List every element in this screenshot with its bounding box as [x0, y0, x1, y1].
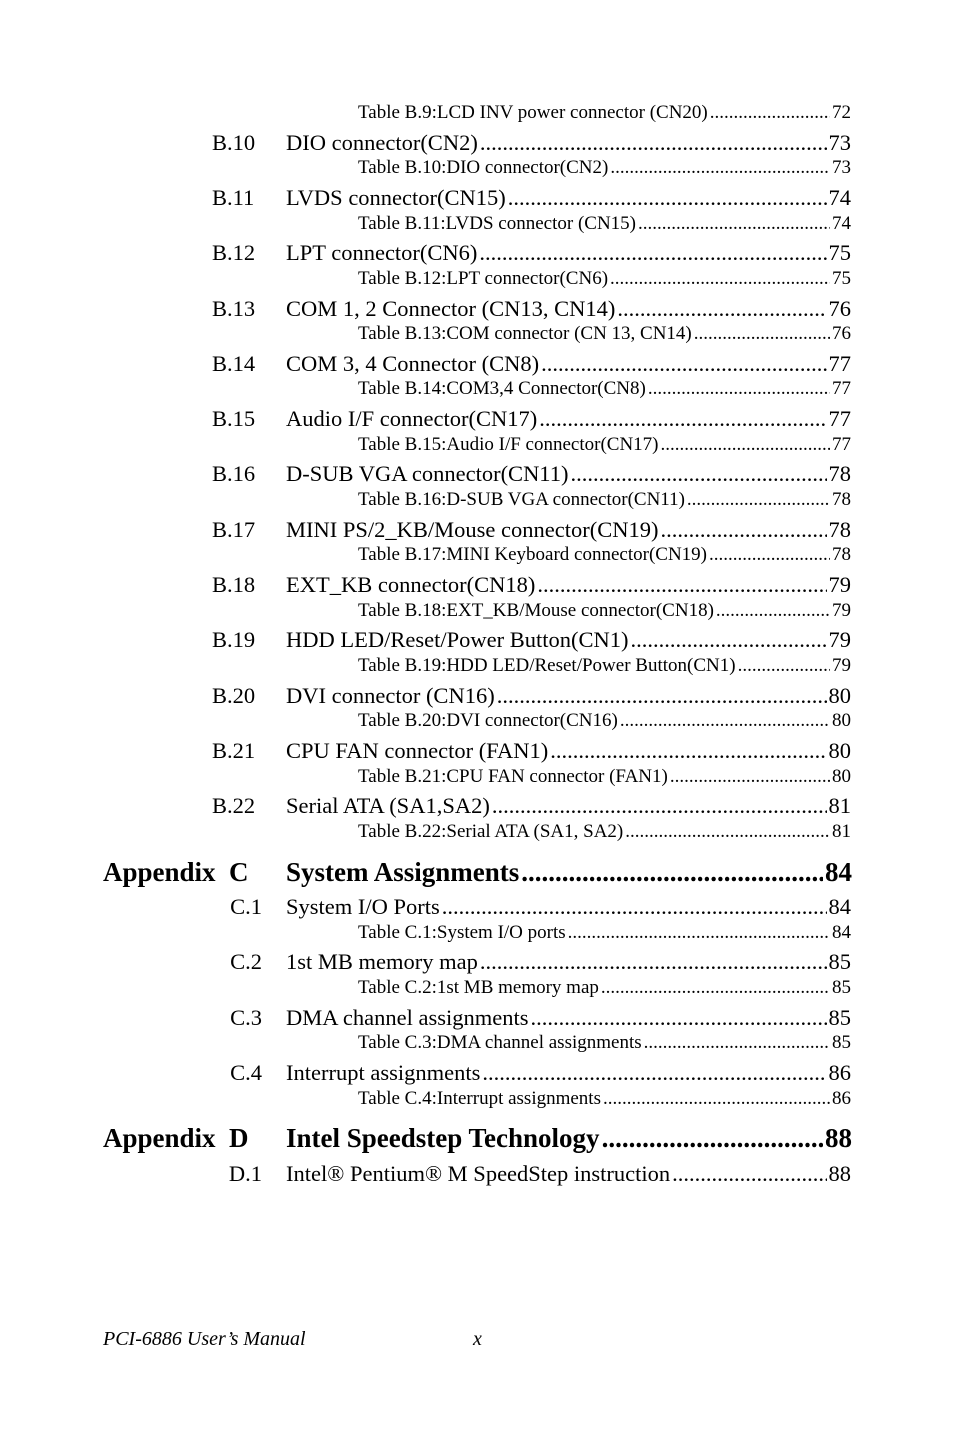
dot-leader	[709, 544, 830, 566]
section-number: B.12	[212, 240, 256, 265]
dot-leader	[660, 517, 826, 543]
dot-leader	[601, 977, 830, 999]
dot-leader	[541, 351, 826, 377]
entry-title: HDD LED/Reset/Power Button(CN1)	[286, 627, 629, 652]
toc-table-entry[interactable]	[358, 766, 851, 788]
toc-table-entry[interactable]	[358, 1088, 851, 1110]
dot-leader	[687, 489, 830, 511]
toc-section-entry[interactable]	[212, 894, 851, 920]
entry-title: DMA channel assignments	[286, 1005, 529, 1030]
entry-title: Table B.19:HDD LED/Reset/Power Button(CN1)	[358, 655, 736, 676]
dot-leader	[508, 185, 827, 211]
toc-table-entry[interactable]	[358, 922, 851, 944]
toc-section-entry[interactable]	[212, 1161, 851, 1187]
entry-title: DVI connector (CN16)	[286, 683, 495, 708]
entry-title: DIO connector(CN2)	[286, 130, 478, 155]
dot-leader	[479, 240, 826, 266]
dot-leader	[521, 857, 823, 888]
toc-table-entry[interactable]	[358, 268, 851, 290]
toc-table-entry[interactable]	[358, 323, 851, 345]
entry-page-number: 77	[832, 434, 851, 455]
entry-page-number: 79	[828, 572, 851, 597]
dot-leader	[610, 268, 830, 290]
entry-page-number: 74	[828, 185, 851, 210]
dot-leader	[694, 323, 830, 345]
section-number: B.10	[212, 130, 256, 155]
toc-section-entry[interactable]	[212, 461, 851, 487]
entry-title: Intel® Pentium® M SpeedStep instruction	[286, 1161, 671, 1186]
entry-title: Table C.2:1st MB memory map	[358, 977, 599, 998]
entry-title: LVDS connector(CN15)	[286, 185, 506, 210]
dot-leader	[670, 766, 830, 788]
entry-page-number: 77	[832, 378, 851, 399]
toc-appendix-entry[interactable]	[103, 857, 852, 888]
entry-page-number: 80	[832, 766, 851, 787]
entry-title: CPU FAN connector (FAN1)	[286, 738, 549, 763]
section-number: D.1	[228, 1161, 262, 1186]
entry-title: Table C.4:Interrupt assignments	[358, 1088, 601, 1109]
toc-section-entry[interactable]	[212, 185, 851, 211]
dot-leader	[492, 793, 827, 819]
section-number: B.22	[212, 793, 256, 818]
toc-section-entry[interactable]	[212, 683, 851, 709]
entry-page-number: 88	[825, 1123, 852, 1153]
entry-page-number: 85	[832, 977, 851, 998]
entry-title: Table B.12:LPT connector(CN6)	[358, 268, 609, 289]
entry-title: COM 3, 4 Connector (CN8)	[286, 351, 540, 376]
section-number: B.15	[212, 406, 256, 431]
entry-page-number: 81	[832, 821, 851, 842]
dot-leader	[480, 949, 827, 975]
entry-title: Table B.16:D-SUB VGA connector(CN11)	[358, 489, 685, 510]
dot-leader	[738, 655, 830, 677]
section-number: B.13	[212, 296, 256, 321]
dot-leader	[537, 572, 826, 598]
appendix-label: Appendix C	[103, 857, 249, 887]
entry-page-number: 77	[828, 351, 851, 376]
entry-title: Table B.14:COM3,4 Connector(CN8)	[358, 378, 646, 399]
entry-title: System I/O Ports	[286, 894, 440, 919]
toc-section-entry[interactable]	[212, 627, 851, 653]
footer-page-number: x	[473, 1328, 482, 1350]
dot-leader	[620, 710, 830, 732]
section-number: B.11	[212, 185, 255, 210]
entry-page-number: 78	[828, 461, 851, 486]
dot-leader	[648, 378, 830, 400]
section-number: C.3	[230, 1005, 262, 1030]
section-number: B.14	[212, 351, 256, 376]
dot-leader	[482, 1060, 826, 1086]
entry-title: Table B.13:COM connector (CN 13, CN14)	[358, 323, 692, 344]
entry-page-number: 77	[828, 406, 851, 431]
dot-leader	[716, 600, 830, 622]
toc-table-entry[interactable]	[358, 102, 851, 124]
dot-leader	[672, 1161, 826, 1187]
footer-manual-title: PCI-6886 User’s Manual	[103, 1328, 306, 1350]
entry-title: LPT connector(CN6)	[286, 240, 478, 265]
dot-leader	[710, 102, 830, 124]
toc-table-entry[interactable]	[358, 655, 851, 677]
toc-section-entry[interactable]	[212, 517, 851, 543]
dot-leader	[497, 683, 827, 709]
entry-title: Interrupt assignments	[286, 1060, 481, 1085]
toc-appendix-entry[interactable]	[103, 1123, 852, 1154]
entry-page-number: 79	[832, 655, 851, 676]
entry-page-number: 84	[828, 894, 851, 919]
entry-title: Table B.10:DIO connector(CN2)	[358, 157, 609, 178]
dot-leader	[630, 627, 826, 653]
dot-leader	[661, 434, 830, 456]
entry-page-number: 85	[828, 949, 851, 974]
entry-title: 1st MB memory map	[286, 949, 478, 974]
entry-title: Table C.1:System I/O ports	[358, 922, 566, 943]
entry-page-number: 80	[832, 710, 851, 731]
entry-title: Table B.15:Audio I/F connector(CN17)	[358, 434, 659, 455]
entry-page-number: 73	[832, 157, 851, 178]
section-number: B.21	[212, 738, 256, 763]
entry-title: Table B.9:LCD INV power connector (CN20)	[358, 102, 708, 123]
dot-leader	[617, 296, 826, 322]
dot-leader	[603, 1088, 830, 1110]
entry-page-number: 72	[832, 102, 851, 123]
dot-leader	[638, 213, 830, 235]
entry-page-number: 76	[832, 323, 851, 344]
toc-table-entry[interactable]	[358, 378, 851, 400]
toc-table-entry[interactable]	[358, 600, 851, 622]
entry-page-number: 75	[832, 268, 851, 289]
entry-page-number: 78	[832, 544, 851, 565]
entry-title: COM 1, 2 Connector (CN13, CN14)	[286, 296, 616, 321]
toc-section-entry[interactable]	[212, 351, 851, 377]
entry-title: Table B.17:MINI Keyboard connector(CN19)	[358, 544, 708, 565]
dot-leader	[480, 130, 827, 156]
toc-table-entry[interactable]	[358, 977, 851, 999]
entry-page-number: 78	[832, 489, 851, 510]
entry-page-number: 80	[828, 738, 851, 763]
toc-section-entry[interactable]	[212, 738, 851, 764]
entry-title: Table B.18:EXT_KB/Mouse connector(CN18)	[358, 600, 714, 621]
entry-page-number: 79	[828, 627, 851, 652]
entry-page-number: 81	[828, 793, 851, 818]
toc-table-entry[interactable]	[358, 710, 851, 732]
entry-page-number: 79	[832, 600, 851, 621]
entry-page-number: 74	[832, 213, 851, 234]
entry-page-number: 84	[825, 857, 852, 887]
entry-page-number: 84	[832, 922, 851, 943]
toc-section-entry[interactable]	[212, 1005, 851, 1031]
dot-leader	[550, 738, 826, 764]
entry-title: MINI PS/2_KB/Mouse connector(CN19)	[286, 517, 659, 542]
entry-page-number: 78	[828, 517, 851, 542]
dot-leader	[568, 922, 830, 944]
entry-title: Table C.3:DMA channel assignments	[358, 1032, 642, 1053]
entry-page-number: 86	[828, 1060, 851, 1085]
entry-page-number: 73	[828, 130, 851, 155]
dot-leader	[602, 1123, 823, 1154]
entry-title: Table B.20:DVI connector(CN16)	[358, 710, 618, 731]
toc-table-entry[interactable]	[358, 434, 851, 456]
toc-table-entry[interactable]	[358, 544, 851, 566]
dot-leader	[570, 461, 826, 487]
toc-section-entry[interactable]	[212, 130, 851, 156]
toc-section-entry[interactable]	[212, 572, 851, 598]
section-number: B.17	[212, 517, 256, 542]
toc-table-entry[interactable]	[358, 489, 851, 511]
entry-title: Table B.21:CPU FAN connector (FAN1)	[358, 766, 668, 787]
toc-section-entry[interactable]	[212, 1060, 851, 1086]
entry-page-number: 85	[828, 1005, 851, 1030]
toc-section-entry[interactable]	[212, 949, 851, 975]
entry-page-number: 88	[828, 1161, 851, 1186]
entry-page-number: 86	[832, 1088, 851, 1109]
toc-table-entry[interactable]	[358, 1032, 851, 1054]
toc-table-entry[interactable]	[358, 157, 851, 179]
entry-title: EXT_KB connector(CN18)	[286, 572, 536, 597]
section-number: B.20	[212, 683, 256, 708]
dot-leader	[625, 821, 830, 843]
entry-title: Intel Speedstep Technology	[286, 1123, 600, 1153]
section-number: C.1	[230, 894, 262, 919]
section-number: B.18	[212, 572, 256, 597]
dot-leader	[539, 406, 826, 432]
dot-leader	[644, 1032, 830, 1054]
dot-leader	[442, 894, 827, 920]
entry-page-number: 85	[832, 1032, 851, 1053]
entry-page-number: 80	[828, 683, 851, 708]
entry-title: Audio I/F connector(CN17)	[286, 406, 538, 431]
entry-title: Table B.11:LVDS connector (CN15)	[358, 213, 636, 234]
toc-section-entry[interactable]	[212, 296, 851, 322]
entry-title: Serial ATA (SA1,SA2)	[286, 793, 490, 818]
appendix-label: Appendix D	[103, 1123, 249, 1153]
dot-leader	[530, 1005, 826, 1031]
entry-page-number: 75	[828, 240, 851, 265]
entry-title: System Assignments	[286, 857, 520, 887]
toc-section-entry[interactable]	[212, 240, 851, 266]
section-number: B.19	[212, 627, 256, 652]
toc-section-entry[interactable]	[212, 406, 851, 432]
section-number: B.16	[212, 461, 256, 486]
dot-leader	[610, 157, 830, 179]
toc-table-entry[interactable]	[358, 821, 851, 843]
toc-table-entry[interactable]	[358, 213, 851, 235]
entry-title: D-SUB VGA connector(CN11)	[286, 461, 569, 486]
entry-page-number: 76	[828, 296, 851, 321]
toc-section-entry[interactable]	[212, 793, 851, 819]
entry-title: Table B.22:Serial ATA (SA1, SA2)	[358, 821, 624, 842]
section-number: C.4	[230, 1060, 262, 1085]
section-number: C.2	[230, 949, 262, 974]
